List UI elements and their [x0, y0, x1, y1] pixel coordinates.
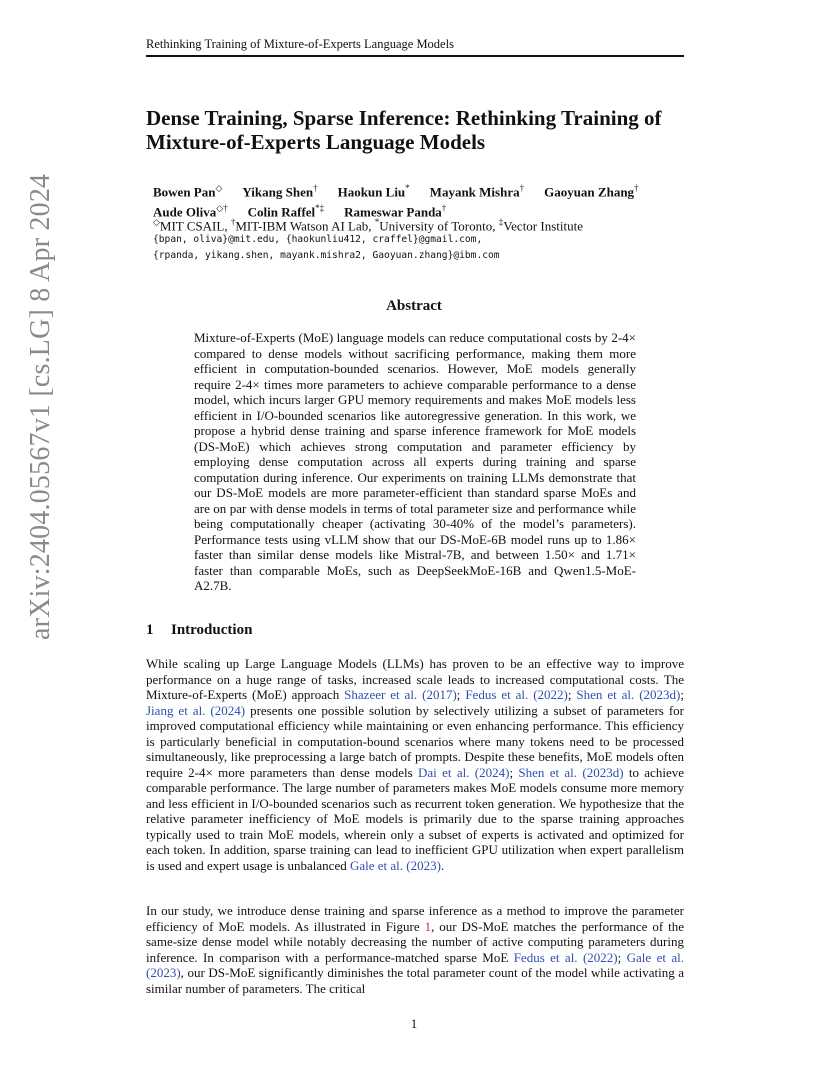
paragraph-text: In our study, we introduce dense training and sparse inference as a method to improve the parameter efficiency of MoE models. As illustrated in Figure: [146, 903, 684, 934]
affiliation-mark: †: [230, 217, 236, 227]
paragraph-text: presents one possible solution by selectively utilizing a subset of parameters for improved computational efficiency while maintaining or even enhancing performance. This efficiency is particularly beneficial in computation-bound scenarios where many tokens need to be processed simultaneously, like preprocessing a large batch of prompts. Despite these benefits, MoE models often require 2-4× more parameters than dense models: [146, 702, 684, 780]
abstract-text: Mixture-of-Experts (MoE) language models can reduce computational costs by 2-4× compared to dense models without sacrificing performance, making them more efficient in computation-bounded scenarios. However, MoE models generally require 2-4× times more parameters to achieve comparable performance to a dense model, which incurs larger GPU memory requirements and makes MoE models less efficient in I/O-bounded scenarios like autoregressive generation. In this work, we propose a hybrid dense training and sparse inference framework for MoE models (DS-MoE) which achieves strong computation and parameter efficiency by employing dense computation across all experts during training and sparse computation during inference. Our experiments on training LLMs demonstrate that our DS-MoE models are more parameter-efficient than standard sparse MoEs and are on par with dense models in terms of total parameter size and performance while being computationally cheaper (activating 30-40% of the model’s parameters). Performance tests using vLLM show that our DS-MoE-6B model runs up to 1.86× faster than similar dense models like Mistral-7B, and between 1.50× and 1.71× faster than comparable MoEs, such as DeepSeekMoE-16B and Qwen1.5-MoE-A2.7B.: [194, 330, 636, 593]
affiliation-mark: †: [441, 203, 447, 214]
section-heading-introduction: [146, 622, 684, 639]
affiliation-mark: *: [374, 217, 380, 227]
abstract-heading: Abstract: [386, 298, 442, 314]
citation-link[interactable]: Fedus et al. (2022): [465, 687, 568, 702]
affiliation-text: Vector Institute: [503, 218, 583, 234]
citation-link[interactable]: Jiang et al. (2024): [146, 702, 246, 718]
figure-reference-link[interactable]: 1: [424, 918, 432, 934]
affiliation-mark: †: [313, 183, 318, 193]
paragraph-text: , our DS-MoE significantly diminishes the total parameter count of the model while activating a similar number of parameters. The critical: [146, 965, 684, 996]
affiliation-mark: ‡: [498, 217, 504, 227]
citation-link[interactable]: Dai et al. (2024): [418, 764, 510, 780]
arxiv-identifier-stamp[interactable]: arXiv:2404.05567v1 [cs.LG] 8 Apr 2024: [25, 173, 56, 640]
email-line: {rpanda, yikang.shen, mayank.mishra2, Gaoyuan.zhang}@ibm.com: [153, 250, 500, 261]
paragraph-text: While scaling up Large Language Models (LLMs) has proven to be an effective way to improve performance on a huge range of tasks, increased scale leads to increased computational costs. The Mixture-of-Experts (MoE) approach: [146, 656, 684, 702]
author-name: [544, 180, 638, 200]
affiliation-text: MIT-IBM Watson AI Lab,: [235, 218, 375, 234]
author-name-text: Mayank Mishra: [429, 184, 520, 200]
author-name: [338, 180, 410, 200]
citation-link[interactable]: Shen et al. (2023d): [518, 764, 624, 780]
paper-title: Dense Training, Sparse Inference: Rethinking Training of Mixture-of-Experts Language Models: [146, 106, 662, 154]
author-name-text: Haokun Liu: [337, 184, 406, 200]
paragraph-text: ;: [509, 764, 519, 780]
citation-link[interactable]: Shazeer et al. (2017): [344, 687, 457, 702]
author-name-text: Yikang Shen: [242, 184, 314, 200]
author-name-text: Aude Oliva: [153, 204, 217, 220]
author-name-text: Bowen Pan: [153, 184, 216, 200]
paragraph-text: ;: [456, 687, 466, 702]
affiliation-mark: †: [634, 183, 639, 193]
running-header: [146, 36, 684, 57]
author-name-text: Gaoyuan Zhang: [544, 184, 635, 200]
page-number: 1: [410, 1016, 418, 1031]
affiliation-mark: ◇†: [216, 203, 228, 214]
running-title: Rethinking Training of Mixture-of-Experts Language Models: [146, 37, 454, 51]
paragraph-text: ;: [567, 687, 577, 702]
affiliation-text: MIT CSAIL,: [159, 218, 231, 234]
author-name: [153, 180, 222, 200]
section-title: Introduction: [171, 622, 253, 638]
paragraph-text: ;: [617, 949, 627, 965]
intro-paragraph-1: [146, 656, 684, 873]
affiliation-mark: *: [405, 183, 410, 193]
paragraph-text: ;: [680, 687, 684, 702]
citation-link[interactable]: Shen et al. (2023d): [576, 687, 681, 702]
paragraph-text: .: [440, 857, 445, 873]
affiliation-mark: ◇: [215, 183, 223, 193]
paragraph-text: , our DS-MoE matches the performance of the same-size dense model while notably decreasing the number of active computing parameters during inference. In comparison with a performance-matched sparse MoE: [146, 918, 684, 965]
paragraph-text: to achieve comparable performance. The large number of parameters makes MoE models consume more memory and less efficient in I/O-bounded scenarios such as recurrent token generation. We hypothesize that the relative parameter inefficiency of MoE models is primarily due to the sparse training approaches typically used to train MoE models, wherein only a subset of experts is activated and optimized for each token. In addition, sparse training can lead to inefficient GPU utilization when expert parallelism is used and expert usage is unbalanced: [146, 764, 684, 873]
author-name: [430, 180, 524, 200]
affiliation-mark: †: [519, 183, 525, 193]
citation-link[interactable]: Gale et al. (2023): [349, 857, 441, 873]
author-row: [153, 180, 713, 200]
author-name: [242, 180, 317, 200]
author-name-text: Colin Raffel: [247, 204, 316, 220]
affiliation-text: University of Toronto,: [379, 218, 499, 234]
email-line: {bpan, oliva}@mit.edu, {haokunliu412, craffel}@gmail.com,: [153, 234, 483, 245]
intro-paragraph-2: [146, 903, 684, 996]
affiliation-mark: *‡: [315, 203, 325, 214]
citation-link[interactable]: Gale et al. (2023): [146, 949, 684, 980]
affiliation-mark: ◇: [153, 217, 160, 227]
citation-link[interactable]: Fedus et al. (2022): [513, 949, 618, 965]
author-name-text: Rameswar Panda: [344, 204, 442, 220]
section-number: 1: [146, 622, 154, 638]
author-emails: [153, 232, 713, 264]
